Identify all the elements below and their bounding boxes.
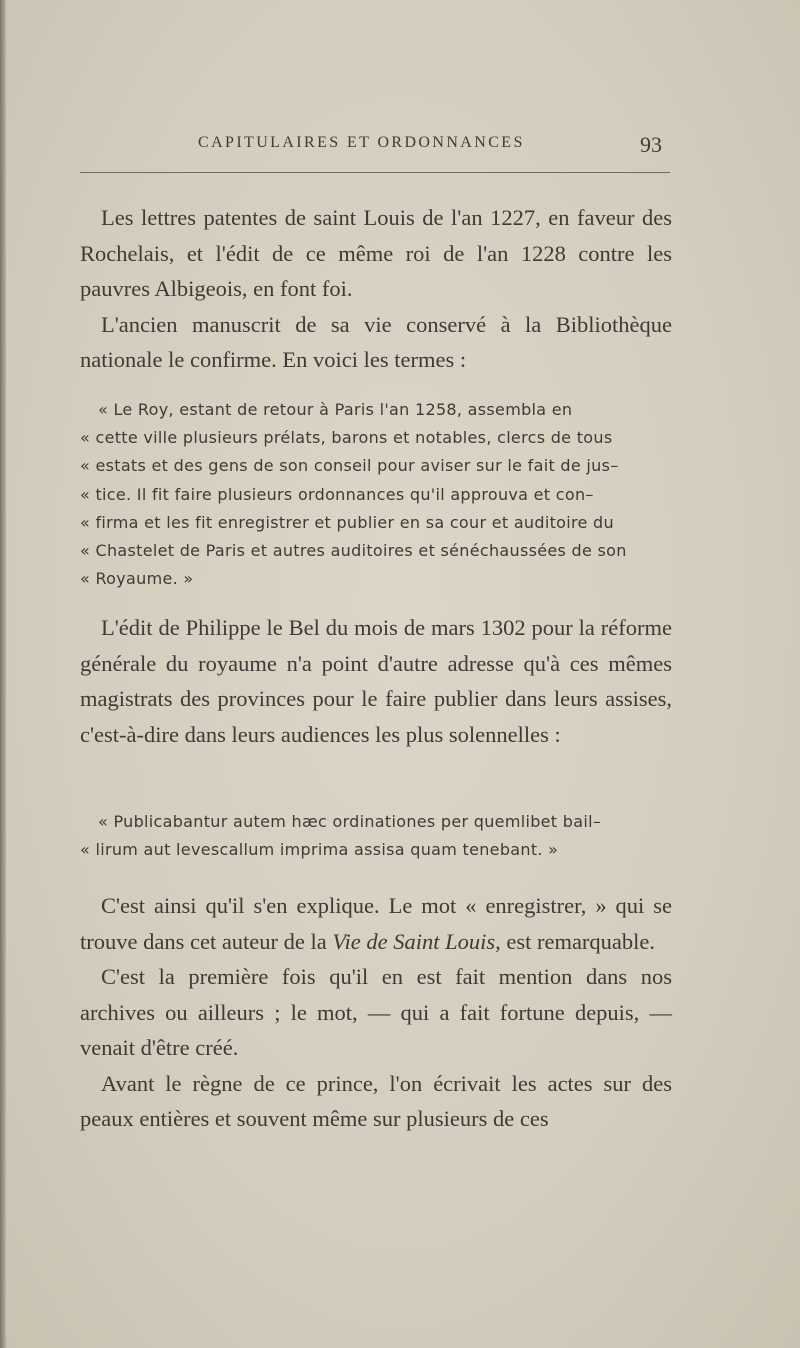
book-title: Vie de Saint Louis: [332, 928, 496, 954]
quote-line: « Chastelet de Paris et autres auditoires et sénéchaussées de son: [80, 541, 627, 561]
text-block-middle: [80, 610, 672, 752]
text-block-top: [80, 200, 672, 378]
quote-line: « estats et des gens de son conseil pour aviser sur le fait de jus–: [80, 456, 619, 476]
running-title: CAPITULAIRES ET ORDONNANCES: [198, 134, 525, 151]
paragraph-avant-regne: Avant le règne de ce prince, l'on écrivait les actes sur des peaux entières et souvent même sur plusieurs de ces: [80, 1070, 672, 1131]
paragraph-premiere-fois: C'est la première fois qu'il en est fait mention dans nos archives ou ailleurs ; le mot, — qui a fait fortune depuis, — venait d'être créé.: [80, 964, 672, 1060]
text-block-bottom: [80, 888, 672, 1137]
quote-block-french: [80, 396, 672, 593]
page-number: 93: [640, 132, 662, 157]
paragraph-ancien-manuscrit: L'ancien manuscrit de sa vie conservé à la Bibliothèque nationale le confirme. En voici les termes :: [80, 311, 672, 372]
quote-line: « Le Roy, estant de retour à Paris l'an 1258, assembla en: [98, 400, 573, 419]
quote-line: « firma et les fit enregistrer et publier en sa cour et auditoire du: [80, 512, 614, 532]
paragraph-explique: C'est ainsi qu'il s'en explique. Le mot « enregistrer, » qui se trouve dans cet auteur de la Vie de Saint Louis, est remarquable.: [80, 893, 672, 954]
quote-block-latin: [80, 808, 672, 864]
quote-line: « tice. Il fit faire plusieurs ordonnances qu'il approuva et con–: [80, 484, 594, 504]
quote-line: « lirum aut levescallum imprima assisa quam tenebant. »: [80, 840, 559, 860]
paragraph-lettres-patentes: Les lettres patentes de saint Louis de l'an 1227, en faveur des Rochelais, et l'édit de ce même roi de l'an 1228 contre les pauvres Albigeois, en font foi.: [80, 205, 672, 301]
quote-line: « cette ville plusieurs prélats, barons et notables, clercs de tous: [80, 428, 613, 448]
paragraph-edit-philippe: L'édit de Philippe le Bel du mois de mars 1302 pour la réforme générale du royaume n'a point d'autre adresse qu'à ces mêmes magistrats des provinces pour le faire publier dans leurs assises, c'est-à-dire dans leurs audiences les plus solennelles :: [80, 615, 672, 747]
quote-line: « Publicabantur autem hæc ordinationes per quemlibet bail–: [98, 812, 602, 831]
page-header: [80, 132, 670, 160]
header-rule: [80, 172, 670, 173]
page-edge: [0, 0, 6, 1348]
quote-line: « Royaume. »: [80, 569, 194, 589]
